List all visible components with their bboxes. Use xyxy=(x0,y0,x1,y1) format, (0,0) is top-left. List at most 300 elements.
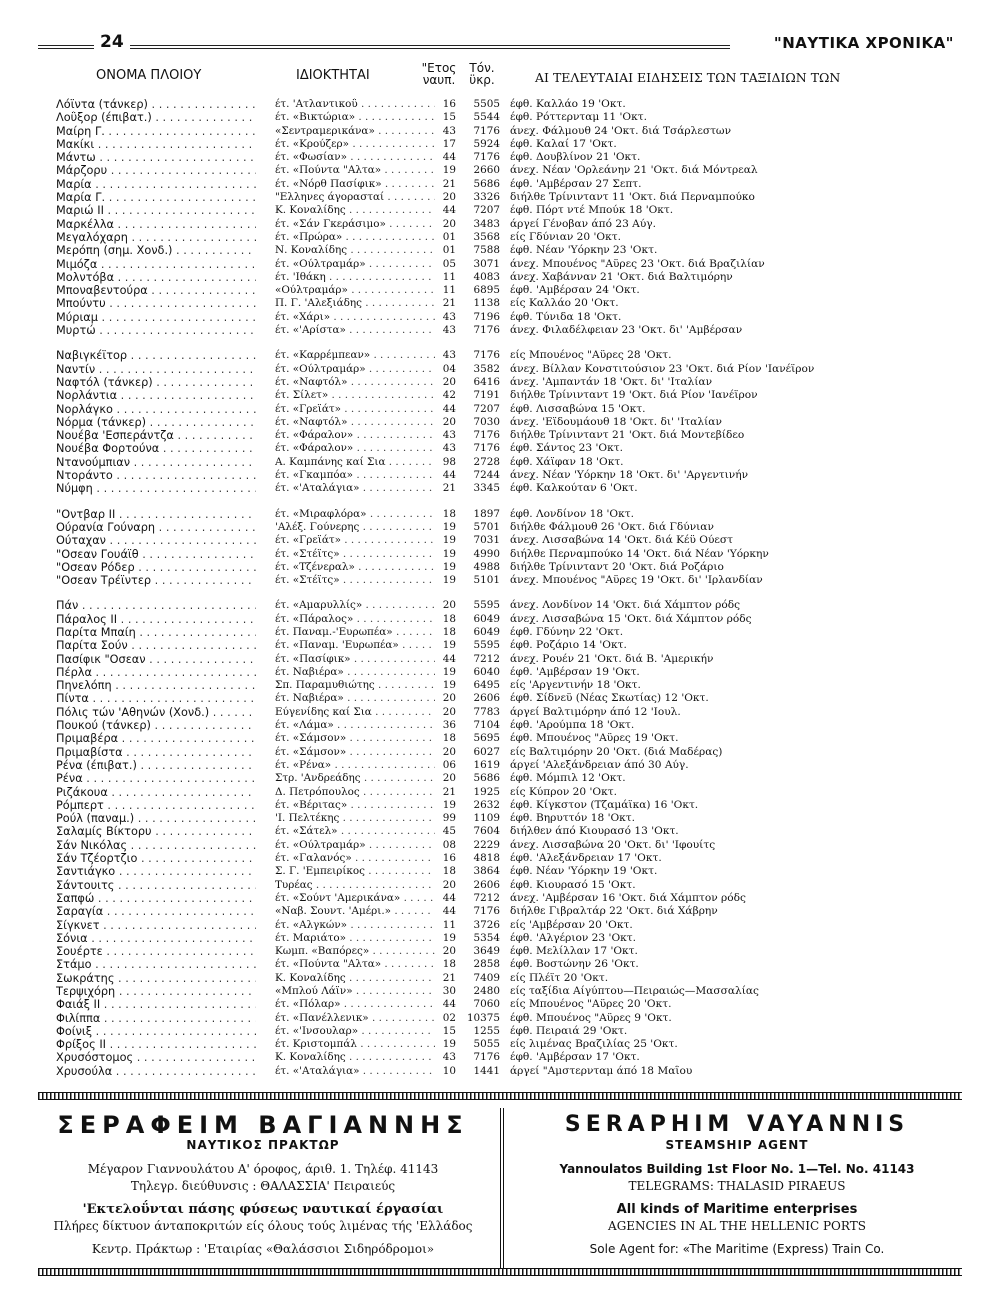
ship-owner: έτ. «Πρώρα» . . . xyxy=(275,231,435,244)
ship-owner: έτ. «Γκαμπόα» . . . xyxy=(275,469,435,482)
header-rule-middle xyxy=(130,45,730,49)
ship-name: Πριμαβέρα . . . xyxy=(56,732,256,745)
tonnage: 4818 xyxy=(473,852,500,865)
table-row xyxy=(38,1051,962,1064)
build-year: 44 xyxy=(442,891,456,904)
tonnage: 5924 xyxy=(473,137,500,150)
tonnage: 5695 xyxy=(473,732,500,745)
build-year: 15 xyxy=(442,111,456,124)
ship-name: Σίγκνετ . . . xyxy=(56,919,256,932)
ship-name: "Οσεαν Ρόδερ . . . xyxy=(56,561,256,574)
build-year: 43 xyxy=(442,310,456,323)
ship-name: Σάν Τζέορτζιο . . . xyxy=(56,852,256,865)
ship-name: Νύμφη . . . xyxy=(56,482,256,495)
ship-owner: Στρ. 'Ανδρεάδης . . . xyxy=(275,772,435,785)
ship-owner: έτ. «Πανέλλενικ» . . . xyxy=(275,1012,435,1025)
table-row xyxy=(38,1038,962,1051)
tonnage: 10375 xyxy=(466,1011,500,1024)
ship-owner: έτ. Μαριάτο» . . . xyxy=(275,932,435,945)
tonnage: 1138 xyxy=(473,297,500,310)
build-year: 18 xyxy=(442,612,456,625)
ship-name: Πάραλος ΙΙ . . . xyxy=(56,613,256,626)
ship-name: Μεγαλόχαρη . . . xyxy=(56,231,256,244)
voyage-news: άνεχ. Λισσαβώνα 14 'Οκτ. διά Κέϋ Ούεστ xyxy=(510,534,734,547)
tonnage: 7196 xyxy=(473,310,500,323)
tonnage: 7212 xyxy=(473,891,500,904)
voyage-news: έφθ. Πόρτ ντέ Μπούκ 18 'Οκτ. xyxy=(510,204,674,217)
build-year: 44 xyxy=(442,151,456,164)
tonnage: 7409 xyxy=(473,971,500,984)
tonnage: 5686 xyxy=(473,177,500,190)
ship-name: Τερψιχόρη . . . xyxy=(56,985,256,998)
ship-owner: Κ. Κοναλίδης . . . xyxy=(275,972,435,985)
table-row xyxy=(38,534,962,547)
ship-name: Νορλάγκο . . . xyxy=(56,403,256,416)
table-row xyxy=(38,311,962,324)
table-row xyxy=(38,178,962,191)
table-row xyxy=(38,403,962,416)
build-year: 20 xyxy=(442,745,456,758)
build-year: 11 xyxy=(442,918,456,931)
voyage-news: είς ταξίδια Αίγύπτου—Πειραιώς—Μασσαλίας xyxy=(510,985,759,997)
voyage-news: άνεχ. Φιλαδέλφειαν 23 'Οκτ. δι' 'Αμβέρσαν xyxy=(510,324,743,337)
voyage-news: άνεχ. Λισσαβώνα 20 'Οκτ. δι' 'Ιφουίτς xyxy=(510,838,716,851)
ship-owner: έτ. «Γρεϊάτ» . . . xyxy=(275,403,435,416)
table-row xyxy=(38,839,962,852)
tonnage: 5595 xyxy=(473,599,500,612)
table-row xyxy=(38,297,962,310)
tonnage: 1255 xyxy=(473,1024,500,1037)
table-row xyxy=(38,456,962,469)
tonnage: 7783 xyxy=(473,705,500,718)
table-row xyxy=(38,482,962,495)
tonnage: 7176 xyxy=(473,442,500,455)
ad-greek-central: Κεντρ. Πράκτωρ : 'Εταιρίας «Θαλάσσιοι Σιδηρόδρομοι» xyxy=(91,1242,435,1256)
ship-owner: έτ. «Πούντα "Αλτα» . . . xyxy=(275,958,435,971)
table-row xyxy=(38,442,962,455)
ship-name: Μαρκέλλα . . . xyxy=(56,218,256,231)
ship-name: Πέρλα . . . xyxy=(56,666,256,679)
table-row xyxy=(38,666,962,679)
voyage-news: άνεχ. 'Εϊδουμάουθ 18 'Οκτ. δι' 'Ιταλίαν xyxy=(510,415,722,428)
build-year: 19 xyxy=(442,639,456,652)
tonnage: 6040 xyxy=(473,665,500,678)
ad-english-title: SERAPHIM VAYANNIS xyxy=(564,1112,910,1137)
table-row xyxy=(38,746,962,759)
tonnage: 7030 xyxy=(473,415,500,428)
table-row xyxy=(38,759,962,772)
ship-owner: έτ. «Ούλτραμάρ» . . . xyxy=(275,258,435,271)
voyage-news: έφθ. Γδύνην 22 'Οκτ. xyxy=(510,625,624,638)
ship-owner: «Μπλού Λάϊν» . . . xyxy=(275,985,435,998)
table-row xyxy=(38,138,962,151)
ship-name: Χρυσόστομος . . . xyxy=(56,1051,256,1064)
build-year: 43 xyxy=(442,1051,456,1064)
build-year: 20 xyxy=(442,878,456,891)
table-row xyxy=(38,284,962,297)
build-year: 44 xyxy=(442,204,456,217)
ship-owner: «Σεντραμερικάνα» . . . xyxy=(275,125,435,138)
ship-name: Ναντίν . . . xyxy=(56,363,256,376)
ad-english-agencies: AGENCIES IN AL THE HELLENIC PORTS xyxy=(608,1219,866,1233)
ship-owner: έτ. «Βέριτας» . . . xyxy=(275,799,435,812)
tonnage: 4083 xyxy=(473,270,500,283)
col-header-news: ΑΙ ΤΕΛΕΥΤΑΙΑΙ ΕΙΔΗΣΕΙΣ ΤΩΝ ΤΑΞΙΔΙΩΝ ΤΩΝ xyxy=(535,70,841,85)
ship-owner: έτ. «Πάραλος» . . . xyxy=(275,613,435,626)
build-year: 18 xyxy=(442,958,456,971)
ship-group xyxy=(38,599,962,1078)
ship-owner: έτ. «Φωσίαν» . . . xyxy=(275,151,435,164)
ad-english-address: Yannoulatos Building 1st Floor No. 1—Tel. No. 41143 xyxy=(559,1162,915,1176)
ship-name: Μαρία Γ. . . . xyxy=(56,191,256,204)
tonnage: 7176 xyxy=(473,1051,500,1064)
ship-owner: έτ. Παναμ.-'Ευρωπέα» . . . xyxy=(275,626,435,639)
build-year: 19 xyxy=(442,520,456,533)
build-year: 18 xyxy=(442,507,456,520)
table-row xyxy=(38,469,962,482)
tonnage: 5354 xyxy=(473,931,500,944)
tonnage: 2480 xyxy=(473,985,500,997)
voyage-news: άνεχ. Λονδίνον 14 'Οκτ. διά Χάμπτον ρόδς xyxy=(510,599,741,612)
build-year: 19 xyxy=(442,665,456,678)
ship-owner: έτ. «Γαλανός» . . . xyxy=(275,852,435,865)
ship-owner: έτ. «Καρρέμπεαν» . . . xyxy=(275,349,435,362)
ship-name: Μαρία . . . xyxy=(56,178,256,191)
tonnage: 1441 xyxy=(473,1064,500,1077)
ship-owner: έτ. «Πούντα "Αλτα» . . . xyxy=(275,164,435,177)
tonnage: 3345 xyxy=(473,482,500,495)
col-header-name: ΟΝΟΜΑ ΠΛΟΙΟΥ xyxy=(96,68,202,83)
ship-name: Σάν Νικόλας . . . xyxy=(56,839,256,852)
build-year: 21 xyxy=(442,482,456,495)
build-year: 43 xyxy=(442,124,456,137)
tonnage: 2632 xyxy=(473,798,500,811)
ship-owner: έτ. «Πασίφικ» . . . xyxy=(275,653,435,666)
col-header-year xyxy=(418,62,460,86)
ship-owner: έτ. «'Αρίστα» . . . xyxy=(275,324,435,337)
voyage-news: άνεχ. Μπουένος "Αϋρες 19 'Οκτ. δι' 'Ιρλανδίαν xyxy=(510,574,763,587)
ship-owner: Κ. Κοναλίδης . . . xyxy=(275,1051,435,1064)
voyage-news: άργεί Βαλτιμόρην άπό 12 'Ιουλ. xyxy=(510,705,681,718)
ship-owner: Ν. Κοναλίδης . . . xyxy=(275,244,435,257)
column-headers xyxy=(38,62,962,98)
voyage-news: είς Γδύνιαν 20 'Οκτ. xyxy=(510,230,621,243)
build-year: 19 xyxy=(442,574,456,587)
build-year: 44 xyxy=(442,905,456,918)
ship-owner: έτ. «Παναμ. 'Ευρωπέα» . . . xyxy=(275,639,435,652)
voyage-news: άνεχ. Μπουένος "Αϋρες 23 'Οκτ. διά Βραζιλίαν xyxy=(510,257,765,270)
voyage-news: έφθ. Μελίλλαν 17 'Οκτ. xyxy=(510,945,638,958)
ad-greek-title: ΣΕΡΑΦΕΙΜ ΒΑΓΙΑΝΝΗΣ xyxy=(57,1111,469,1139)
tonnage: 7244 xyxy=(473,469,500,482)
ad-english xyxy=(512,1112,962,1258)
ship-owner: 'Αλέξ. Γούνερης . . . xyxy=(275,521,435,534)
build-year: 06 xyxy=(442,758,456,771)
ship-owner: Δ. Πετρόπουλος . . . xyxy=(275,786,435,799)
table-row xyxy=(38,679,962,692)
build-year: 20 xyxy=(442,217,456,230)
col-header-owner: ΙΔΙΟΚΤΗΤΑΙ xyxy=(296,68,370,83)
ship-name: Ρένα (έπιβατ.) . . . xyxy=(56,759,256,772)
build-year: 20 xyxy=(442,945,456,958)
ship-name: Νουέβα Φορτούνα . . . xyxy=(56,442,256,455)
ship-name: Σάντουιτς . . . xyxy=(56,879,256,892)
tonnage: 1897 xyxy=(473,507,500,520)
ship-owner: «Ναβ. Σουντ. 'Αμέρι.» . . . xyxy=(275,905,435,918)
ship-owner: Σπ. Παραμυθιώτης . . . xyxy=(275,679,435,692)
tonnage: 7031 xyxy=(473,534,500,547)
table-row xyxy=(38,1065,962,1078)
ship-owner: έτ. «'Αταλάγια» . . . xyxy=(275,1065,435,1078)
table-row xyxy=(38,799,962,812)
table-row xyxy=(38,191,962,204)
ship-name: Πηνελόπη . . . xyxy=(56,679,256,692)
ship-owner: έτ. «Πόλαρ» . . . xyxy=(275,998,435,1011)
table-row xyxy=(38,324,962,337)
build-year: 21 xyxy=(442,297,456,310)
voyage-news: είς Μπουένος "Αϋρες 28 'Οκτ. xyxy=(510,349,672,362)
voyage-news: είς Κύπρον 20 'Οκτ. xyxy=(510,785,617,798)
tonnage: 3864 xyxy=(473,865,500,878)
table-row xyxy=(38,429,962,442)
tonnage: 3483 xyxy=(473,217,500,230)
table-row xyxy=(38,985,962,998)
voyage-news: είς Μπουένος "Αϋρες 20 'Οκτ. xyxy=(510,998,672,1011)
table-row xyxy=(38,548,962,561)
ship-name: Μαίρη Γ. . . . xyxy=(56,125,256,138)
build-year: 19 xyxy=(442,534,456,547)
ship-owner: Π. Γ. 'Αλεξιάδης . . . xyxy=(275,297,435,310)
voyage-news: είς Βαλτιμόρην 20 'Οκτ. (διά Μαδέρας) xyxy=(510,745,723,758)
ship-name: Ντανούμπιαν . . . xyxy=(56,456,256,469)
tonnage: 7191 xyxy=(473,389,500,402)
tonnage: 7176 xyxy=(473,429,500,442)
ship-owner: έτ. «Σούντ 'Αμερικάνα» . . . xyxy=(275,892,435,905)
tonnage: 1619 xyxy=(473,758,500,771)
ship-owner: έτ. «Λάμα» . . . xyxy=(275,719,435,732)
voyage-news: έφθ. 'Αμβέρσαν 24 'Οκτ. xyxy=(510,284,640,297)
build-year: 20 xyxy=(442,692,456,705)
table-row xyxy=(38,231,962,244)
voyage-news: έφθ. 'Αλεξάνδρειαν 17 'Οκτ. xyxy=(510,852,662,865)
table-row xyxy=(38,786,962,799)
tonnage: 5595 xyxy=(473,639,500,652)
build-year: 44 xyxy=(442,998,456,1011)
ship-owner: έτ. «Σάτελ» . . . xyxy=(275,825,435,838)
ship-name: Σωκράτης . . . xyxy=(56,972,256,985)
ship-name: Ναφτόλ (τάνκερ) . . . xyxy=(56,376,256,389)
build-year: 20 xyxy=(442,705,456,718)
voyage-news: έφθ. Μπουένος "Αϋρες 9 'Οκτ. xyxy=(510,1011,672,1024)
table-row xyxy=(38,111,962,124)
ship-owner: έτ. «Στέϊτς» . . . xyxy=(275,548,435,561)
build-year: 20 xyxy=(442,772,456,785)
ad-border-top xyxy=(38,1092,962,1100)
voyage-news: διήλθε Τρίνινταντ 11 'Οκτ. διά Περναμπούκο xyxy=(510,191,755,204)
col-header-tons-top: Τόν. xyxy=(469,61,495,75)
table-row xyxy=(38,376,962,389)
tonnage: 1925 xyxy=(473,785,500,798)
ad-greek-address: Μέγαρον Γιαννουλάτου Α' όροφος, άριθ. 1. Τηλέφ. 41143 xyxy=(87,1162,439,1176)
table-row xyxy=(38,852,962,865)
ship-name: Λοΰξορ (έπιβατ.) . . . xyxy=(56,111,256,124)
tonnage: 3568 xyxy=(473,230,500,243)
ship-name: Μακίκι . . . xyxy=(56,138,256,151)
tonnage: 4988 xyxy=(473,560,500,573)
ship-name: "Οντβαρ ΙΙ . . . xyxy=(56,508,256,521)
build-year: 20 xyxy=(442,375,456,388)
ship-name: Φοίνιξ . . . xyxy=(56,1025,256,1038)
ship-owner: έτ. Ναβιέρα» . . . xyxy=(275,666,435,679)
voyage-news: άνεχ. Χαβάνναν 21 'Οκτ. διά Βαλτιμόρην xyxy=(510,270,733,283)
voyage-news: διήλθε Περναμπούκο 14 'Οκτ. διά Νέαν 'Υόρκην xyxy=(510,547,769,560)
ship-owner: έτ. «Αλγκών» . . . xyxy=(275,919,435,932)
table-row xyxy=(38,98,962,111)
ship-name: Χρυσούλα . . . xyxy=(56,1065,256,1078)
tonnage: 2660 xyxy=(473,164,500,177)
ship-owner: έτ. 'Ιθάκη . . . xyxy=(275,271,435,284)
tonnage: 7604 xyxy=(473,825,500,838)
ship-name: Νόρμα (τάνκερ) . . . xyxy=(56,416,256,429)
table-row xyxy=(38,879,962,892)
ship-name: "Οσεαν Τρέϊντερ . . . xyxy=(56,574,256,587)
ship-owner: έτ. «Αμαρυλλίς» . . . xyxy=(275,599,435,612)
build-year: 19 xyxy=(442,1038,456,1051)
ship-owner: έτ. Ναβιέρα» . . . xyxy=(275,692,435,705)
build-year: 43 xyxy=(442,442,456,455)
tonnage: 6049 xyxy=(473,612,500,625)
table-row xyxy=(38,164,962,177)
table-row xyxy=(38,151,962,164)
voyage-news: άνεχ. Φάλμουθ 24 'Οκτ. διά Τσάρλεστων xyxy=(510,124,732,137)
ship-owner: έτ. Κριστομπάλ . . . xyxy=(275,1038,435,1051)
voyage-news: διήλθε Τρίνινταντ 20 'Οκτ. διά Ροζάριο xyxy=(510,560,724,573)
ship-name: Πουκού (τάνκερ) . . . xyxy=(56,719,256,732)
build-year: 19 xyxy=(442,798,456,811)
ship-owner: Κ. Κοναλίδης . . . xyxy=(275,204,435,217)
ad-greek-agents: Πλήρες δίκτυον άνταποκριτών είς όλους τούς λιμένας τής 'Ελλάδος xyxy=(53,1219,473,1233)
build-year: 08 xyxy=(442,838,456,851)
header-rule-left xyxy=(38,45,94,49)
tonnage: 7207 xyxy=(473,204,500,217)
table-row xyxy=(38,998,962,1011)
table-row xyxy=(38,508,962,521)
tonnage: 1109 xyxy=(473,812,500,825)
ship-owner: έτ. 'Ατλαντικοΰ . . . xyxy=(275,98,435,111)
tonnage: 2606 xyxy=(473,878,500,891)
build-year: 01 xyxy=(442,230,456,243)
ship-owner: έτ. «'Ινσουλαρ» . . . xyxy=(275,1025,435,1038)
tonnage: 5505 xyxy=(473,98,500,110)
ship-table xyxy=(38,98,962,1078)
build-year: 02 xyxy=(442,1011,456,1024)
voyage-news: άργεί "Αμστερνταμ άπό 18 Μαΐου xyxy=(510,1064,693,1077)
ship-owner: Κωμπ. «Βαπόρες» . . . xyxy=(275,945,435,958)
ship-owner: Εύγενίδης καί Σια . . . xyxy=(275,706,435,719)
ship-owner: έτ. «Ούλτραμάρ» . . . xyxy=(275,839,435,852)
build-year: 16 xyxy=(442,98,456,110)
table-row xyxy=(38,772,962,785)
voyage-news: έφθ. Ρόττερνταμ 11 'Οκτ. xyxy=(510,111,647,124)
ship-name: Ρούλ (παναμ.) . . . xyxy=(56,812,256,825)
ship-name: Νορλάντια . . . xyxy=(56,389,256,402)
ship-group xyxy=(38,349,962,495)
build-year: 18 xyxy=(442,625,456,638)
ship-name: Μάντω . . . xyxy=(56,151,256,164)
tonnage: 7212 xyxy=(473,652,500,665)
table-row xyxy=(38,958,962,971)
tonnage: 7060 xyxy=(473,998,500,1011)
build-year: 19 xyxy=(442,547,456,560)
ship-name: Μολντόβα . . . xyxy=(56,271,256,284)
journal-title: "ΝΑΥΤΙΚΑ ΧΡΟΝΙΚΑ" xyxy=(773,34,954,52)
voyage-news: διήλθε Φάλμουθ 26 'Οκτ. διά Γδύνιαν xyxy=(510,520,714,533)
table-row xyxy=(38,732,962,745)
voyage-news: έφθ. Βηρυττόν 18 'Οκτ. xyxy=(510,812,636,825)
table-row xyxy=(38,905,962,918)
table-row xyxy=(38,692,962,705)
ship-owner: έτ. «Στέϊτς» . . . xyxy=(275,574,435,587)
ship-group xyxy=(38,98,962,337)
ship-name: Σαλαμίς Βίκτορυ . . . xyxy=(56,825,256,838)
voyage-news: έφθ. Πειραιά 29 'Οκτ. xyxy=(510,1024,628,1037)
ship-name: Μερόπη (σημ. Χονδ.) . . . xyxy=(56,244,256,257)
table-row xyxy=(38,416,962,429)
table-row xyxy=(38,258,962,271)
voyage-news: έφθ. Δουβλίνον 21 'Οκτ. xyxy=(510,151,641,164)
running-header xyxy=(38,28,962,62)
voyage-news: έφθ. Βοστώνην 26 'Οκτ. xyxy=(510,958,639,971)
voyage-news: έφθ. 'Αμβέρσαν 19 'Οκτ. xyxy=(510,665,640,678)
voyage-news: έφθ. 'Αλγέριον 23 'Οκτ. xyxy=(510,931,636,944)
voyage-news: είς 'Αργεντινήν 18 'Οκτ. xyxy=(510,679,641,692)
table-row xyxy=(38,1025,962,1038)
voyage-news: άνεχ. Λισσαβώνα 15 'Οκτ. διά Χάμπτον ρόδς xyxy=(510,612,752,625)
build-year: 18 xyxy=(442,865,456,878)
ship-name: Φρίξος ΙΙ . . . xyxy=(56,1038,256,1051)
build-year: 19 xyxy=(442,931,456,944)
table-row xyxy=(38,561,962,574)
tonnage: 7207 xyxy=(473,402,500,415)
voyage-news: άνεχ. Ρουέν 21 'Οκτ. διά Β. 'Αμερικήν xyxy=(510,652,714,665)
table-row xyxy=(38,363,962,376)
tonnage: 5701 xyxy=(473,520,500,533)
ship-owner: έτ. «Ούλτραμάρ» . . . xyxy=(275,363,435,376)
table-row xyxy=(38,244,962,257)
tonnage: 3726 xyxy=(473,918,500,931)
build-year: 44 xyxy=(442,469,456,482)
table-row xyxy=(38,812,962,825)
tonnage: 2229 xyxy=(473,838,500,851)
table-row xyxy=(38,972,962,985)
ship-owner: Τυρέας . . . xyxy=(275,879,435,892)
ship-name: Πριμαβίστα . . . xyxy=(56,746,256,759)
table-row xyxy=(38,349,962,362)
ship-name: Ρένα . . . xyxy=(56,772,256,785)
table-row xyxy=(38,1012,962,1025)
tonnage: 4990 xyxy=(473,547,500,560)
ship-name: Μιμόζα . . . xyxy=(56,258,256,271)
tonnage: 7176 xyxy=(473,124,500,137)
ship-name: Ριζάκουα . . . xyxy=(56,786,256,799)
voyage-news: έφθ. Τύνιδα 18 'Οκτ. xyxy=(510,310,622,323)
voyage-news: άνεχ. 'Αμβέρσαν 16 'Οκτ. διά Χάμπτον ρόδς xyxy=(510,891,746,904)
ship-name: Μπούντυ . . . xyxy=(56,297,256,310)
voyage-news: διήλθε Τρίνινταντ 21 'Οκτ. διά Μοντεβίδεο xyxy=(510,429,745,442)
ship-name: Λόϊντα (τάνκερ) . . . xyxy=(56,98,256,111)
build-year: 45 xyxy=(442,825,456,838)
table-row xyxy=(38,945,962,958)
